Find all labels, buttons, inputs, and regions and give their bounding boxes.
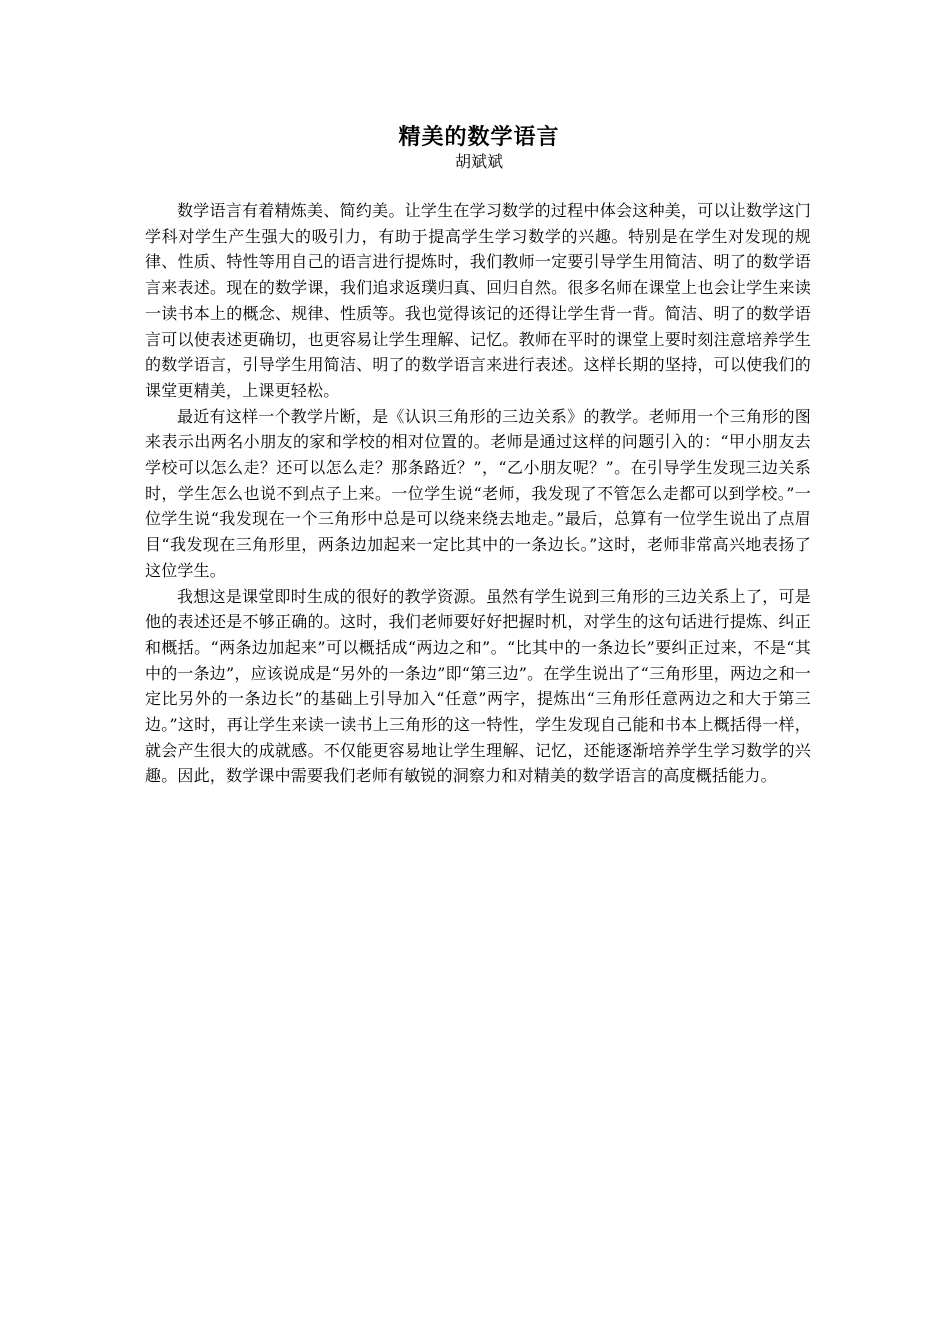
- body-paragraph-1: 数学语言有着精炼美、简约美。让学生在学习数学的过程中体会这种美，可以让数学这门学科对学生产生强大的吸引力，有助于提高学生学习数学的兴趣。特别是在学生对发现的规律、性质、特性等用自己的语言进行提炼时，我们教师一定要引导学生用简洁、明了的数学语言来表述。现在的数学课，我们追求返璞归真、回归自然。很多名师在课堂上也会让学生来读一读书本上的概念、规律、性质等。我也觉得该记的还得让学生背一背。简洁、明了的数学语言可以使表述更确切，也更容易让学生理解、记忆。教师在平时的课堂上要时刻注意培养学生的数学语言，引导学生用简洁、明了的数学语言来进行表述。这样长期的坚持，可以使我们的课堂更精美，上课更轻松。: [145, 201, 811, 400]
- document-author: 胡斌斌: [454, 152, 503, 171]
- document-title: 精美的数学语言: [398, 124, 560, 150]
- body-paragraph-2: 最近有这样一个教学片断，是《认识三角形的三边关系》的教学。老师用一个三角形的图来表示出两名小朋友的家和学校的相对位置的。老师是通过这样的问题引入的：“甲小朋友去学校可以怎么走？还可以怎么走？那条路近？”，“乙小朋友呢？”。在引导学生发现三边关系时，学生怎么也说不到点子上来。一位学生说“老师，我发现了不管怎么走都可以到学校。”一位学生说“我发现在一个三角形中总是可以绕来绕去地走。”最后，总算有一位学生说出了点眉目“我发现在三角形里，两条边加起来一定比其中的一条边长。”这时，老师非常高兴地表扬了这位学生。: [145, 406, 811, 580]
- document-body: [145, 198, 811, 789]
- body-paragraph-3: 我想这是课堂即时生成的很好的教学资源。虽然有学生说到三角形的三边关系上了，可是他的表述还是不够正确的。这时，我们老师要好好把握时机，对学生的这句话进行提炼、纠正和概括。“两条边加起来”可以概括成“两边之和”。“比其中的一条边长”要纠正过来，不是“其中的一条边”，应该说成是“另外的一条边”即“第三边”。在学生说出了“三角形里，两边之和一定比另外的一条边长”的基础上引导加入“任意”两字，提炼出“三角形任意两边之和大于第三边。”这时，再让学生来读一读书上三角形的这一特性，学生发现自己能和书本上概括得一样，就会产生很大的成就感。不仅能更容易地让学生理解、记忆，还能逐渐培养学生学习数学的兴趣。因此，数学课中需要我们老师有敏锐的洞察力和对精美的数学语言的高度概括能力。: [145, 586, 811, 786]
